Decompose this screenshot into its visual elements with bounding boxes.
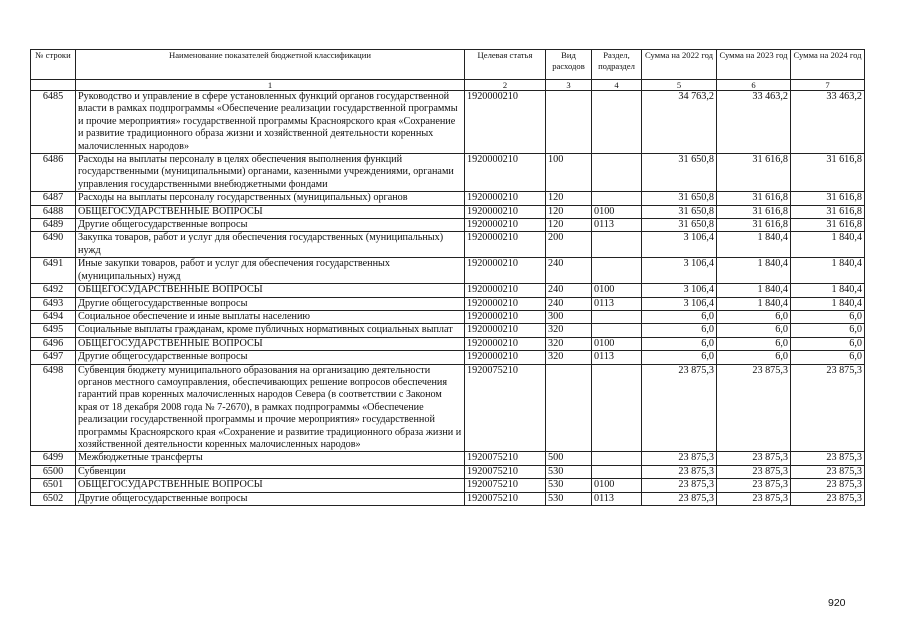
row-sum-2023: 1 840,4 [717, 284, 791, 297]
row-sum-2022: 6,0 [642, 351, 717, 364]
row-target-code: 1920000210 [465, 219, 546, 232]
column-number: 6 [717, 80, 791, 91]
row-sum-2024: 31 616,8 [791, 219, 865, 232]
table-row [31, 232, 865, 258]
row-number: 6500 [31, 465, 76, 478]
table-row [31, 205, 865, 218]
table-body [31, 91, 865, 506]
table-row [31, 351, 865, 364]
row-sum-2024: 6,0 [791, 351, 865, 364]
table-row [31, 91, 865, 154]
header-sum-2024: Сумма на 2024 год [791, 50, 865, 80]
row-sum-2024: 6,0 [791, 324, 865, 337]
header-expense-type: Вид расходов [546, 50, 592, 80]
column-number [31, 80, 76, 91]
row-name: ОБЩЕГОСУДАРСТВЕННЫЕ ВОПРОСЫ [76, 479, 465, 492]
row-target-code: 1920000210 [465, 324, 546, 337]
row-number: 6495 [31, 324, 76, 337]
row-target-code: 1920000210 [465, 337, 546, 350]
row-sum-2023: 23 875,3 [717, 492, 791, 505]
row-sum-2023: 23 875,3 [717, 465, 791, 478]
column-number: 3 [546, 80, 592, 91]
header-target: Целевая статья [465, 50, 546, 80]
row-sum-2024: 1 840,4 [791, 258, 865, 284]
row-expense-type: 240 [546, 284, 592, 297]
row-sum-2024: 1 840,4 [791, 284, 865, 297]
row-sum-2024: 31 616,8 [791, 154, 865, 192]
row-sum-2022: 31 650,8 [642, 219, 717, 232]
row-section [592, 192, 642, 205]
row-section [592, 258, 642, 284]
row-sum-2023: 31 616,8 [717, 219, 791, 232]
row-name: Субвенции [76, 465, 465, 478]
row-section [592, 452, 642, 465]
row-number: 6488 [31, 205, 76, 218]
row-target-code: 1920000210 [465, 297, 546, 310]
table-row [31, 465, 865, 478]
row-sum-2023: 1 840,4 [717, 258, 791, 284]
row-section [592, 465, 642, 478]
column-number: 7 [791, 80, 865, 91]
row-name: ОБЩЕГОСУДАРСТВЕННЫЕ ВОПРОСЫ [76, 337, 465, 350]
row-section [592, 324, 642, 337]
row-sum-2022: 6,0 [642, 337, 717, 350]
row-section [592, 364, 642, 452]
header-sum-2023: Сумма на 2023 год [717, 50, 791, 80]
row-name: Межбюджетные трансферты [76, 452, 465, 465]
row-sum-2023: 23 875,3 [717, 452, 791, 465]
row-number: 6501 [31, 479, 76, 492]
row-sum-2022: 31 650,8 [642, 154, 717, 192]
header-section: Раздел, подраздел [592, 50, 642, 80]
column-number: 4 [592, 80, 642, 91]
row-name: Социальное обеспечение и иные выплаты населению [76, 310, 465, 323]
row-name: Другие общегосударственные вопросы [76, 297, 465, 310]
row-expense-type: 320 [546, 324, 592, 337]
table-row [31, 258, 865, 284]
row-number: 6499 [31, 452, 76, 465]
row-target-code: 1920075210 [465, 479, 546, 492]
row-sum-2022: 6,0 [642, 324, 717, 337]
row-sum-2024: 23 875,3 [791, 479, 865, 492]
table-row [31, 337, 865, 350]
header-sum-2022: Сумма на 2022 год [642, 50, 717, 80]
row-number: 6492 [31, 284, 76, 297]
row-sum-2023: 1 840,4 [717, 297, 791, 310]
row-name: Субвенция бюджету муниципального образования на организацию деятельности органов местного самоуправления, обеспечивающих решение вопросов обеспечения гарантий прав коренных малочисленных народов Севера (в соответствии с Законом края от 18 декабря 2008 года № 7-2670), в рамках подпрограммы «Обеспечение реализации государственной программы и прочие мероприятия» государственной программы Красноярского края «Сохранение и развитие традиционного образа жизни и хозяйственной деятельности коренных малочисленных народов» [76, 364, 465, 452]
row-section: 0113 [592, 219, 642, 232]
table-row [31, 364, 865, 452]
row-expense-type: 120 [546, 205, 592, 218]
row-section: 0113 [592, 351, 642, 364]
row-number: 6502 [31, 492, 76, 505]
row-target-code: 1920000210 [465, 284, 546, 297]
row-sum-2022: 3 106,4 [642, 297, 717, 310]
row-name: Другие общегосударственные вопросы [76, 351, 465, 364]
row-sum-2023: 6,0 [717, 337, 791, 350]
table-row [31, 154, 865, 192]
row-number: 6497 [31, 351, 76, 364]
row-target-code: 1920000210 [465, 205, 546, 218]
row-sum-2024: 1 840,4 [791, 297, 865, 310]
row-sum-2023: 6,0 [717, 351, 791, 364]
row-sum-2023: 6,0 [717, 310, 791, 323]
row-number: 6486 [31, 154, 76, 192]
table-row [31, 310, 865, 323]
row-number: 6491 [31, 258, 76, 284]
row-expense-type: 100 [546, 154, 592, 192]
row-target-code: 1920075210 [465, 452, 546, 465]
row-section: 0100 [592, 479, 642, 492]
row-sum-2022: 31 650,8 [642, 205, 717, 218]
row-name: Расходы на выплаты персоналу в целях обеспечения выполнения функций государственными (муниципальными) органами, казенными учреждениями, органами управления государственными внебюджетными фондами [76, 154, 465, 192]
row-expense-type [546, 91, 592, 154]
row-target-code: 1920000210 [465, 310, 546, 323]
header-name: Наименование показателей бюджетной классификации [76, 50, 465, 80]
row-sum-2023: 33 463,2 [717, 91, 791, 154]
column-number: 5 [642, 80, 717, 91]
table-row [31, 479, 865, 492]
table-row [31, 297, 865, 310]
row-expense-type: 240 [546, 258, 592, 284]
row-name: Другие общегосударственные вопросы [76, 219, 465, 232]
row-expense-type: 120 [546, 192, 592, 205]
row-number: 6489 [31, 219, 76, 232]
row-section: 0113 [592, 492, 642, 505]
row-sum-2024: 6,0 [791, 310, 865, 323]
column-number-row [31, 80, 865, 91]
row-section [592, 154, 642, 192]
row-sum-2024: 31 616,8 [791, 192, 865, 205]
budget-table [30, 49, 865, 506]
table-row [31, 452, 865, 465]
row-section [592, 232, 642, 258]
row-target-code: 1920075210 [465, 364, 546, 452]
table-row [31, 192, 865, 205]
row-name: ОБЩЕГОСУДАРСТВЕННЫЕ ВОПРОСЫ [76, 205, 465, 218]
table-row [31, 324, 865, 337]
row-sum-2023: 23 875,3 [717, 479, 791, 492]
row-target-code: 1920000210 [465, 258, 546, 284]
column-number: 2 [465, 80, 546, 91]
row-sum-2024: 1 840,4 [791, 232, 865, 258]
row-sum-2023: 31 616,8 [717, 192, 791, 205]
row-number: 6490 [31, 232, 76, 258]
column-number: 1 [76, 80, 465, 91]
row-name: Социальные выплаты гражданам, кроме публичных нормативных социальных выплат [76, 324, 465, 337]
row-number: 6493 [31, 297, 76, 310]
row-expense-type [546, 364, 592, 452]
row-sum-2022: 31 650,8 [642, 192, 717, 205]
row-target-code: 1920075210 [465, 492, 546, 505]
row-name: Закупка товаров, работ и услуг для обеспечения государственных (муниципальных) нужд [76, 232, 465, 258]
row-name: Руководство и управление в сфере установленных функций органов государственной власти в рамках подпрограммы «Обеспечение реализации государственной программы и прочие мероприятия» государственной программы Красноярского края «Сохранение и развитие традиционного образа жизни и хозяйственной деятельности коренных малочисленных народов» [76, 91, 465, 154]
table-row [31, 284, 865, 297]
row-sum-2022: 23 875,3 [642, 465, 717, 478]
row-sum-2023: 23 875,3 [717, 364, 791, 452]
header-row-no: № строки [31, 50, 76, 80]
row-section [592, 91, 642, 154]
row-sum-2024: 23 875,3 [791, 492, 865, 505]
row-sum-2022: 23 875,3 [642, 479, 717, 492]
row-target-code: 1920000210 [465, 232, 546, 258]
row-sum-2023: 31 616,8 [717, 154, 791, 192]
row-target-code: 1920000210 [465, 192, 546, 205]
row-expense-type: 240 [546, 297, 592, 310]
row-sum-2022: 3 106,4 [642, 232, 717, 258]
row-number: 6485 [31, 91, 76, 154]
row-sum-2022: 3 106,4 [642, 284, 717, 297]
row-section: 0100 [592, 284, 642, 297]
row-sum-2023: 1 840,4 [717, 232, 791, 258]
row-sum-2024: 6,0 [791, 337, 865, 350]
row-sum-2024: 23 875,3 [791, 452, 865, 465]
table-row [31, 492, 865, 505]
row-section [592, 310, 642, 323]
row-sum-2022: 23 875,3 [642, 364, 717, 452]
row-sum-2023: 6,0 [717, 324, 791, 337]
row-sum-2022: 23 875,3 [642, 452, 717, 465]
row-name: Другие общегосударственные вопросы [76, 492, 465, 505]
row-expense-type: 320 [546, 337, 592, 350]
row-expense-type: 500 [546, 452, 592, 465]
table-row [31, 219, 865, 232]
row-section: 0113 [592, 297, 642, 310]
row-expense-type: 530 [546, 479, 592, 492]
row-expense-type: 200 [546, 232, 592, 258]
row-name: Иные закупки товаров, работ и услуг для обеспечения государственных (муниципальных) нужд [76, 258, 465, 284]
row-section: 0100 [592, 337, 642, 350]
row-target-code: 1920075210 [465, 465, 546, 478]
row-sum-2024: 23 875,3 [791, 364, 865, 452]
row-sum-2024: 33 463,2 [791, 91, 865, 154]
row-sum-2022: 34 763,2 [642, 91, 717, 154]
row-target-code: 1920000210 [465, 91, 546, 154]
header-row [31, 50, 865, 80]
row-target-code: 1920000210 [465, 154, 546, 192]
row-sum-2024: 31 616,8 [791, 205, 865, 218]
row-number: 6496 [31, 337, 76, 350]
row-number: 6494 [31, 310, 76, 323]
row-expense-type: 120 [546, 219, 592, 232]
row-sum-2022: 23 875,3 [642, 492, 717, 505]
row-target-code: 1920000210 [465, 351, 546, 364]
row-expense-type: 530 [546, 465, 592, 478]
row-section: 0100 [592, 205, 642, 218]
row-number: 6498 [31, 364, 76, 452]
row-expense-type: 530 [546, 492, 592, 505]
row-expense-type: 320 [546, 351, 592, 364]
row-sum-2023: 31 616,8 [717, 205, 791, 218]
row-name: Расходы на выплаты персоналу государственных (муниципальных) органов [76, 192, 465, 205]
row-number: 6487 [31, 192, 76, 205]
row-sum-2022: 6,0 [642, 310, 717, 323]
page-number: 920 [828, 597, 846, 609]
row-expense-type: 300 [546, 310, 592, 323]
row-sum-2022: 3 106,4 [642, 258, 717, 284]
row-sum-2024: 23 875,3 [791, 465, 865, 478]
row-name: ОБЩЕГОСУДАРСТВЕННЫЕ ВОПРОСЫ [76, 284, 465, 297]
